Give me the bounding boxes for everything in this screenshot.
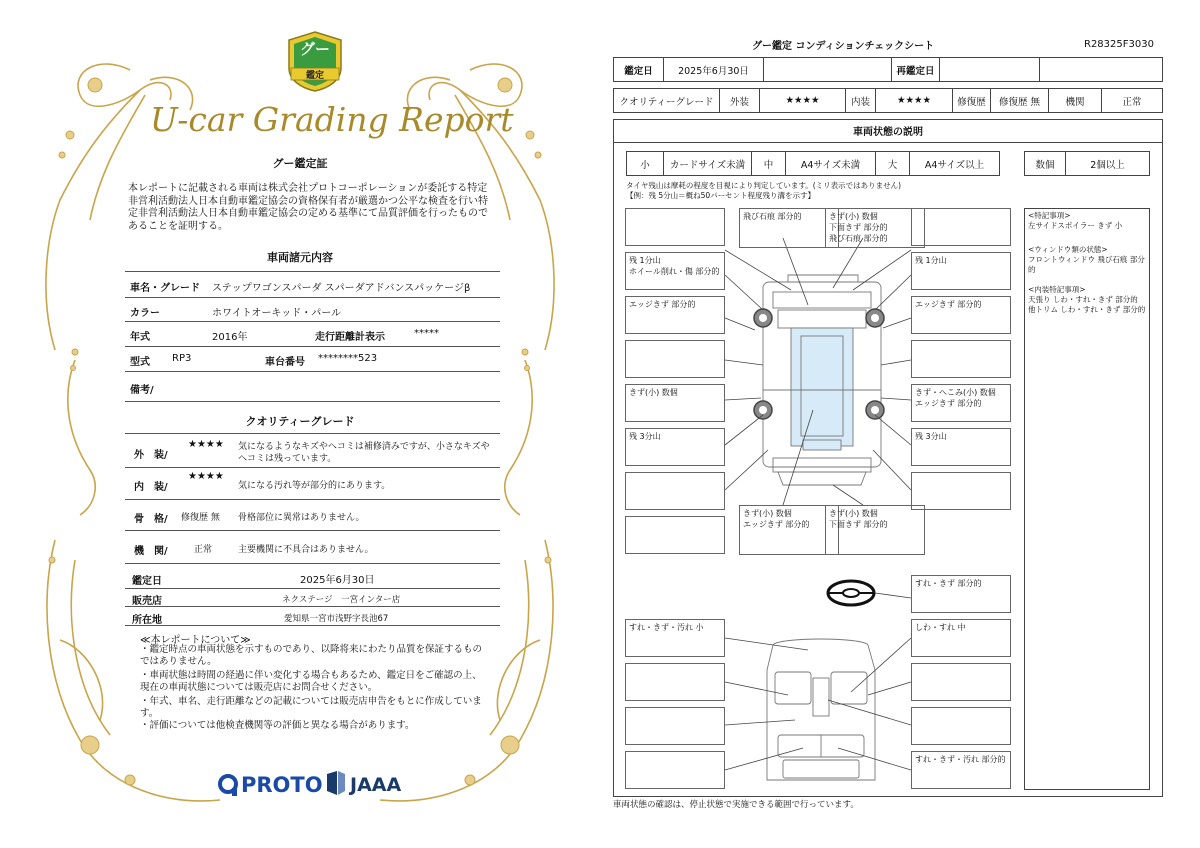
sheet-footer: 車両状態の確認は、停止状態で実施できる範囲で行っています。 [613,800,859,810]
eng-label: 機関 [1048,89,1101,112]
rep-value: 修復歴 無 [990,89,1048,112]
year-label: 年式 [130,332,150,343]
engine-text: 主要機関に不具合はありません。 [238,545,374,555]
size-large-desc: A4サイズ以上 [909,152,999,175]
interior-text-2: 他トリム しわ・すれ・きず 部分的 [1028,305,1146,314]
interior-heading: <内装特記事項> [1028,285,1086,294]
date-row [613,57,1163,82]
note-4: ・評価については他検査機関等の評価と異なる場合があります。 [140,720,415,731]
quality-heading: クオリティーグレード [245,415,355,428]
damage-box-l2: 残 1分山 ホイール削れ・傷 部分的 [625,252,725,290]
interior-label: 内 装/ [134,482,168,493]
date-label: 鑑定日 [624,65,653,77]
certificate-subtitle: グー鑑定証 [272,157,328,170]
window-text: フロントウィンドウ 飛び石痕 部分的 [1028,255,1145,274]
size-legend [626,151,1000,176]
window-heading: <ウィンドウ類の状態> [1028,245,1108,254]
tire-note-2: 【例：残 5分山＝概ね50パーセント程度残り溝を示す】 [626,191,816,200]
damage-box-int-l3 [625,707,725,745]
exterior-text: 気になるようなキズやヘコミは補修済みですが、小さなキズやヘコミは残っています。 [238,442,490,464]
damage-box-r7 [911,472,1011,510]
damage-box-int-r2 [911,663,1011,701]
ext-stars: ★★★★ [759,89,845,112]
color-label: カラー [130,308,160,319]
damage-box-r4 [911,340,1011,378]
size-medium-desc: A4サイズ未満 [785,152,875,175]
damage-box-int-l4 [625,751,725,789]
damage-box-l5: きず(小) 数個 [625,384,725,422]
jaaa-logo-icon [325,770,347,796]
damage-box-l3: エッジきず 部分的 [625,296,725,334]
eng-value: 正常 [1101,89,1162,112]
damage-box-l7 [625,472,725,510]
note-2: ・車両状態は時間の経過に伴い変化する場合もあるため、鑑定日をご確認の上、現在の車両状態については販売店にお問合せください。 [140,670,482,693]
damage-box-r6: 残 3分山 [911,428,1011,466]
int-stars: ★★★★ [875,89,952,112]
qg-label: クオリティーグレード [619,96,714,108]
sheet-title: グー鑑定 コンディションチェックシート [752,41,935,52]
steering-wheel-icon [828,581,874,605]
date-value: 2025年6月30日 [300,575,375,586]
size-small-desc: カードサイズ未満 [663,152,751,175]
count-legend [1024,151,1150,176]
frame-label: 骨 格/ [134,514,168,525]
chassis-label: 車台番号 [265,357,305,368]
damage-box-l1 [625,208,725,246]
size-small: 小 [640,159,650,171]
damage-box-l8 [625,516,725,554]
redate-label: 再鑑定日 [891,58,939,81]
damage-box-int-l1: すれ・きず・汚れ 小 [625,619,725,657]
notes-heading: ≪本レポートについて≫ [140,635,251,646]
color-value: ホワイトオーキッド・パール [212,308,341,319]
logo-sub-text: 鑑定 [305,71,324,81]
mileage-value: ***** [414,328,439,339]
damage-box-top-mid-left: 飛び石痕 部分的 [739,208,839,248]
address-value: 愛知県一宮市浅野字長池67 [284,614,389,624]
date-label: 鑑定日 [132,576,162,587]
special-text: 左サイドスポイラー きず 小 [1028,221,1123,230]
interior-stars: ★★★★ [188,471,224,482]
quality-row [613,88,1163,113]
damage-box-int-r3 [911,707,1011,745]
damage-box-r1 [911,208,1011,246]
count-desc: 2個以上 [1065,152,1149,175]
damage-box-bot-mid-left: きず(小) 数個 エッジきず 部分的 [739,505,839,555]
jaaa-brand: JAAA [350,774,402,796]
model-label: 型式 [130,357,150,368]
report-id: R28325F3030 [1084,39,1154,50]
chassis-value: ********523 [318,353,378,364]
damage-box-r3: エッジきず 部分的 [911,296,1011,334]
script-title: U-car Grading Report [150,100,514,139]
car-topview-icon [763,275,881,485]
count-label: 数個 [1035,159,1055,171]
mileage-label: 走行距離計表示 [315,332,385,343]
logo-text: グー [299,40,330,58]
shop-label: 販売店 [132,596,162,607]
note-3: ・年式、車名、走行距離などの記載については販売店申告をもとに作成しています。 [140,696,482,719]
certificate-intro: 本レポートに記載される車両は株式会社プロトコーポレーションが委託する特定非営利活動法人日本自動車鑑定協会の資格保有者が厳選かつ公平な検査を行い特定非営利活動法人日本自動車鑑定協会の定める基準にて品質評価を行ったものであることを証明する。 [128,183,488,232]
engine-value: 正常 [194,545,213,555]
frame-value: 修復歴 無 [181,513,220,523]
damage-box-top-mid-right: きず(小) 数個 下面きず 部分的 飛び石痕 部分的 [825,208,925,248]
special-notes-panel [1024,208,1150,790]
name-value: ステップワゴンスパーダ スパーダアドバンスパッケージβ [212,283,471,294]
spec-heading: 車両諸元内容 [267,251,333,264]
damage-box-bot-mid-right: きず(小) 数個 下面きず 部分的 [825,505,925,555]
rep-label: 修復歴 [952,89,990,112]
damage-box-steering: すれ・きず 部分的 [911,575,1011,613]
size-medium: 中 [751,152,785,175]
tire-note-1: タイヤ残山は摩耗の程度を目視により判定しています。(ミリ表示ではありません) [626,181,902,190]
proto-logo-icon [217,773,241,797]
damage-box-r2: 残 1分山 [911,252,1011,290]
explain-title: 車両状態の説明 [613,119,1163,143]
damage-box-int-r4: すれ・きず・汚れ 部分的 [911,751,1011,789]
model-value: RP3 [172,353,192,364]
note-1: ・鑑定時点の車両状態を示すものであり、以降将来にわたり品質を保証するものではありません。 [140,644,483,667]
damage-box-int-r1: しわ・すれ 中 [911,619,1011,657]
shop-value: ネクステージ 一宮インター店 [282,595,401,605]
proto-brand: PROTO [241,773,323,797]
int-label: 内装 [845,89,875,112]
engine-label: 機 関/ [134,546,168,557]
date-value: 2025年6月30日 [663,58,763,81]
frame-text: 骨格部位に異常はありません。 [238,513,365,523]
size-large: 大 [875,152,909,175]
special-heading: <特記事項> [1028,211,1071,220]
year-value: 2016年 [212,332,248,343]
interior-text-1: 天張り しわ・すれ・きず 部分的 [1028,295,1138,304]
name-label: 車名・グレード [130,283,200,294]
address-label: 所在地 [132,615,162,626]
damage-box-r5: きず・へこみ(小) 数個 エッジきず 部分的 [911,384,1011,422]
remarks-label: 備考/ [130,385,154,396]
damage-box-l4 [625,340,725,378]
interior-text: 気になる汚れ等が部分的にあります。 [238,481,391,491]
damage-box-l6: 残 3分山 [625,428,725,466]
ext-label: 外装 [719,89,759,112]
exterior-label: 外 装/ [134,450,168,461]
damage-box-int-l2 [625,663,725,701]
exterior-stars: ★★★★ [188,439,224,450]
